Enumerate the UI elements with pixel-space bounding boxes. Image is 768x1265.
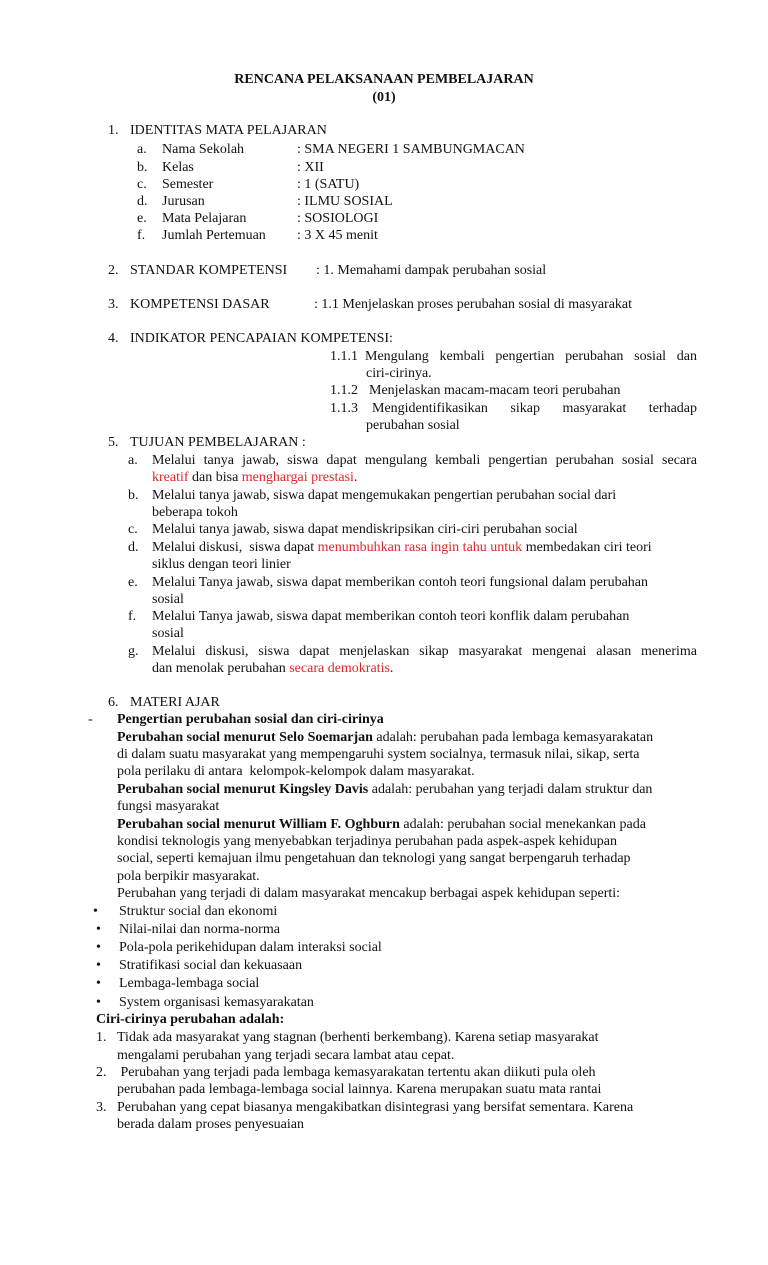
standar-value: : 1. Memahami dampak perubahan sosial (316, 263, 547, 278)
item-letter: e. (128, 575, 138, 590)
row-value: : SOSIOLOGI (297, 211, 379, 226)
definition-text: adalah: perubahan pada lembaga kemasyarakatan (372, 730, 654, 745)
definition-selo (117, 729, 653, 747)
section-heading: KOMPETENSI DASAR (130, 297, 270, 312)
text: . (389, 661, 394, 676)
subtitle-text: (01) (372, 90, 396, 105)
objective-text: Melalui tanya jawab, siswa dapat mendiskripsikan ciri-ciri perubahan social (152, 522, 578, 537)
list-item: Pola-pola perikehidupan dalam interaksi social (119, 940, 382, 955)
highlight-text: kreatif (152, 470, 189, 485)
item-letter: a. (128, 453, 138, 468)
definition-ogburn (117, 816, 646, 834)
section-number: 4. (108, 331, 119, 346)
text: dan bisa (188, 470, 242, 485)
definition-text: fungsi masyarakat (117, 799, 220, 814)
indicator-text: ciri-cirinya. (366, 366, 432, 381)
row-letter: b. (137, 160, 148, 175)
item-letter: g. (128, 644, 139, 659)
highlight-text: menumbuhkan rasa ingin tahu untuk (317, 540, 523, 555)
definition-text: adalah: perubahan social menekankan pada (399, 817, 646, 832)
row-label: Mata Pelajaran (162, 211, 247, 226)
row-label: Jumlah Pertemuan (162, 228, 266, 243)
intro-text: Perubahan yang terjadi di dalam masyarakat mencakup berbagai aspek kehidupan seperti: (117, 886, 621, 901)
text: . (353, 470, 358, 485)
row-label: Jurusan (162, 194, 205, 209)
bullet-icon: • (96, 976, 101, 991)
dash-marker: - (88, 712, 93, 727)
highlight-text: secara demokratis (289, 661, 390, 676)
definition-text: pola perilaku di antara kelompok-kelompok dalam masyarakat. (117, 764, 475, 779)
row-label: Kelas (162, 160, 194, 175)
ciri-text: Tidak ada masyarakat yang stagnan (berhenti berkembang). Karena setiap masyarakat (117, 1030, 599, 1045)
definition-text: di dalam suatu masyarakat yang mempengaruhi system socialnya, termasuk nilai, sikap, serta (117, 747, 640, 762)
definition-davis (117, 781, 652, 799)
definition-text: kondisi teknologis yang menyebabkan terjadinya perubahan pada aspek-aspek kehidupan (117, 834, 617, 849)
section-heading: IDENTITAS MATA PELAJARAN (130, 123, 327, 138)
objective-text: sosial (152, 626, 184, 641)
ciri-text: Perubahan yang cepat biasanya mengakibatkan disintegrasi yang bersifat sementara. Karena (117, 1100, 634, 1115)
section-number: 1. (108, 123, 119, 138)
definition-text: adalah: perubahan yang terjadi dalam struktur dan (368, 782, 653, 797)
definition-term: Perubahan social menurut Selo Soemarjan (117, 730, 373, 745)
indicator-text: Mengulang kembali pengertian perubahan sosial dan (365, 349, 697, 364)
row-letter: a. (137, 142, 147, 157)
objective-text: Melalui tanya jawab, siswa dapat mengemukakan pengertian perubahan social dari (152, 488, 617, 503)
bullet-icon: • (93, 904, 98, 919)
item-letter: b. (128, 488, 139, 503)
item-letter: c. (128, 522, 138, 537)
list-item: Struktur social dan ekonomi (119, 904, 278, 919)
definition-text: social, seperti kemajuan ilmu pengetahuan dan teknologi yang sangat berpengaruh terhadap (117, 851, 631, 866)
section-number: 6. (108, 695, 119, 710)
row-value: : ILMU SOSIAL (297, 194, 393, 209)
section-number: 5. (108, 435, 119, 450)
text: Melalui diskusi, siswa dapat (152, 540, 318, 555)
indicator-number: 1.1.3 (330, 401, 358, 416)
list-item: Lembaga-lembaga social (119, 976, 260, 991)
highlight-text: menghargai prestasi (241, 470, 354, 485)
section-heading: MATERI AJAR (130, 695, 220, 710)
indicator-number: 1.1.1 (330, 349, 358, 364)
document-title: RENCANA PELAKSANAAN PEMBELAJARAN (234, 72, 534, 87)
indicator-text: Mengidentifikasikan sikap masyarakat terhadap (372, 401, 697, 416)
text: membedakan ciri teori (522, 540, 652, 555)
list-item: Stratifikasi social dan kekuasaan (119, 958, 303, 973)
indicator-text: perubahan sosial (366, 418, 460, 433)
bullet-icon: • (96, 940, 101, 955)
objective-text (152, 469, 357, 487)
ciri-text: Perubahan yang terjadi pada lembaga kemasyarakatan tertentu akan diikuti pula oleh (117, 1065, 596, 1080)
section-heading: TUJUAN PEMBELAJARAN : (130, 435, 306, 450)
row-letter: e. (137, 211, 147, 226)
definition-term: Perubahan social menurut William F. Oghburn (117, 817, 400, 832)
objective-text: Melalui Tanya jawab, siswa dapat memberikan contoh teori konflik dalam perubahan (152, 609, 630, 624)
item-letter: d. (128, 540, 139, 555)
document-subtitle (0, 89, 768, 107)
objective-text: sosial (152, 592, 184, 607)
list-item: System organisasi kemasyarakatan (119, 995, 314, 1010)
row-value: : 1 (SATU) (297, 177, 360, 192)
indicator-text: Menjelaskan macam-macam teori perubahan (369, 383, 621, 398)
row-value: : SMA NEGERI 1 SAMBUNGMACAN (297, 142, 525, 157)
bullet-icon: • (96, 958, 101, 973)
text: dan menolak perubahan (152, 661, 290, 676)
objective-text: beberapa tokoh (152, 505, 238, 520)
objective-text (152, 660, 393, 678)
ciri-text: perubahan pada lembaga-lembaga social lainnya. Karena merupakan suatu mata rantai (117, 1082, 602, 1097)
row-value: : 3 X 45 menit (297, 228, 378, 243)
item-letter: f. (128, 609, 137, 624)
ciri-text: berada dalam proses penyesuaian (117, 1117, 304, 1132)
row-label: Semester (162, 177, 214, 192)
kd-value: : 1.1 Menjelaskan proses perubahan sosial di masyarakat (314, 297, 633, 312)
definition-term: Perubahan social menurut Kingsley Davis (117, 782, 369, 797)
objective-text: Melalui diskusi, siswa dapat menjelaskan sikap masyarakat mengenai alasan menerima (152, 644, 697, 659)
objective-text (152, 539, 652, 557)
section-number: 3. (108, 297, 119, 312)
ciri-text: mengalami perubahan yang terjadi secara lambat atau cepat. (117, 1048, 455, 1063)
objective-text: siklus dengan teori linier (152, 557, 291, 572)
section-heading: STANDAR KOMPETENSI (130, 263, 288, 278)
ciri-number: 2. (96, 1065, 107, 1080)
list-item: Nilai-nilai dan norma-norma (119, 922, 280, 937)
section-number: 2. (108, 263, 119, 278)
row-letter: f. (137, 228, 146, 243)
objective-text: Melalui Tanya jawab, siswa dapat memberikan contoh teori fungsional dalam perubahan (152, 575, 648, 590)
ciri-heading: Ciri-cirinya perubahan adalah: (96, 1012, 285, 1027)
objective-text: Melalui tanya jawab, siswa dapat mengulang kembali pengertian perubahan sosial secara (152, 453, 697, 468)
ciri-number: 1. (96, 1030, 107, 1045)
row-value: : XII (297, 160, 324, 175)
materi-subheading: Pengertian perubahan sosial dan ciri-cirinya (117, 712, 384, 727)
section-heading: INDIKATOR PENCAPAIAN KOMPETENSI: (130, 331, 393, 346)
bullet-icon: • (96, 922, 101, 937)
ciri-number: 3. (96, 1100, 107, 1115)
indicator-number: 1.1.2 (330, 383, 358, 398)
definition-text: pola berpikir masyarakat. (117, 869, 260, 884)
row-letter: d. (137, 194, 148, 209)
row-letter: c. (137, 177, 147, 192)
bullet-icon: • (96, 995, 101, 1010)
row-label: Nama Sekolah (162, 142, 245, 157)
